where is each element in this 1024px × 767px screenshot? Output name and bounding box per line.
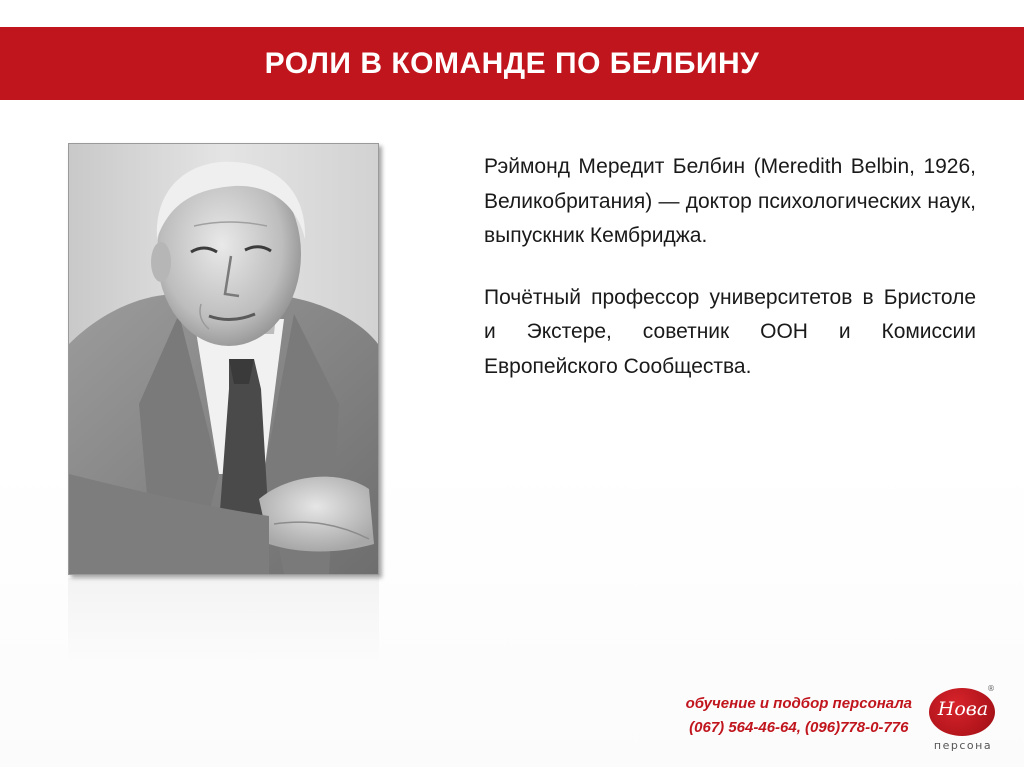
registered-mark: ® [987,684,995,693]
slide-title: РОЛИ В КОМАНДЕ ПО БЕЛБИНУ [264,46,760,80]
footer-phones: (067) 564-46-64, (096)778-0-776 [689,719,909,736]
footer-tagline: обучение и подбор персонала [685,695,912,712]
portrait-photo [68,143,379,575]
photo-reflection [68,578,379,668]
bio-paragraph-1: Рэймонд Мередит Белбин (Meredith Belbin, 1926, Великобритания) — доктор психологических наук, выпускник Кембриджа. [484,155,976,247]
portrait-illustration [69,144,378,574]
company-logo [927,686,999,756]
bio-text [484,150,976,411]
logo-caption: персона [933,739,993,752]
footer-contact [686,692,912,740]
logo-script: Нова [937,698,989,720]
title-bar [0,27,1024,100]
bio-paragraph-2: Почётный профессор университетов в Бристоле и Экстере, советник ООН и Комиссии Европейского Сообщества. [484,285,976,378]
